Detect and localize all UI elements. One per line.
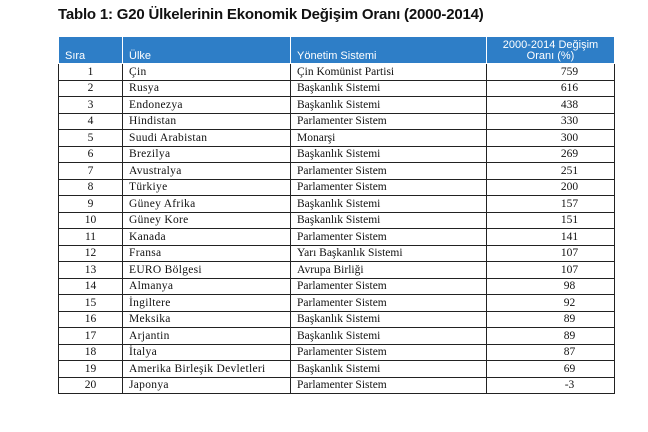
cell-country: Kanada [123, 229, 291, 246]
cell-rate: 330 [487, 113, 615, 130]
cell-country: Rusya [123, 80, 291, 97]
cell-rank: 6 [59, 146, 123, 163]
cell-rate: 92 [487, 295, 615, 312]
cell-country: Güney Kore [123, 212, 291, 229]
header-change-rate-line2: Oranı (%) [526, 50, 575, 62]
cell-government: Parlamenter Sistem [291, 229, 487, 246]
cell-rate: 98 [487, 278, 615, 295]
cell-country: EURO Bölgesi [123, 262, 291, 279]
cell-rate: 616 [487, 80, 615, 97]
cell-rank: 11 [59, 229, 123, 246]
table-title: Tablo 1: G20 Ülkelerinin Ekonomik Değişim Oranı (2000-2014) [58, 6, 484, 23]
table-row [59, 245, 615, 262]
table-row [59, 97, 615, 114]
header-change-rate-line1: 2000-2014 Değişim [502, 39, 599, 51]
cell-rank: 3 [59, 97, 123, 114]
cell-rate: 89 [487, 328, 615, 345]
table-row [59, 377, 615, 394]
table-row [59, 344, 615, 361]
cell-rank: 13 [59, 262, 123, 279]
cell-rate: -3 [487, 377, 615, 394]
cell-rate: 269 [487, 146, 615, 163]
cell-rank: 8 [59, 179, 123, 196]
cell-government: Başkanlık Sistemi [291, 80, 487, 97]
table-row [59, 262, 615, 279]
cell-country: İngiltere [123, 295, 291, 312]
cell-rate: 157 [487, 196, 615, 213]
cell-rate: 107 [487, 262, 615, 279]
cell-rank: 12 [59, 245, 123, 262]
cell-rate: 141 [487, 229, 615, 246]
cell-rate: 300 [487, 130, 615, 147]
cell-rank: 2 [59, 80, 123, 97]
table-row [59, 328, 615, 345]
cell-rate: 438 [487, 97, 615, 114]
cell-rank: 14 [59, 278, 123, 295]
cell-government: Başkanlık Sistemi [291, 328, 487, 345]
cell-country: Hindistan [123, 113, 291, 130]
header-change-rate [487, 37, 615, 64]
cell-government: Parlamenter Sistem [291, 295, 487, 312]
cell-rank: 18 [59, 344, 123, 361]
cell-country: Avustralya [123, 163, 291, 180]
cell-government: Başkanlık Sistemi [291, 361, 487, 378]
table-row [59, 146, 615, 163]
table-row [59, 196, 615, 213]
cell-government: Parlamenter Sistem [291, 163, 487, 180]
cell-country: Suudi Arabistan [123, 130, 291, 147]
cell-rate: 87 [487, 344, 615, 361]
cell-rank: 4 [59, 113, 123, 130]
table-row [59, 311, 615, 328]
table-row [59, 179, 615, 196]
table-row [59, 361, 615, 378]
cell-rate: 200 [487, 179, 615, 196]
cell-rank: 9 [59, 196, 123, 213]
cell-country: Güney Afrika [123, 196, 291, 213]
cell-country: İtalya [123, 344, 291, 361]
cell-country: Japonya [123, 377, 291, 394]
cell-government: Başkanlık Sistemi [291, 212, 487, 229]
header-government: Yönetim Sistemi [291, 37, 487, 64]
cell-rank: 5 [59, 130, 123, 147]
cell-country: Meksika [123, 311, 291, 328]
cell-rate: 759 [487, 64, 615, 81]
cell-rank: 19 [59, 361, 123, 378]
cell-country: Brezilya [123, 146, 291, 163]
header-country: Ülke [123, 37, 291, 64]
cell-government: Yarı Başkanlık Sistemi [291, 245, 487, 262]
table-row [59, 64, 615, 81]
cell-rank: 1 [59, 64, 123, 81]
table-row [59, 229, 615, 246]
cell-government: Başkanlık Sistemi [291, 196, 487, 213]
cell-country: Amerika Birleşik Devletleri [123, 361, 291, 378]
cell-rank: 20 [59, 377, 123, 394]
cell-rate: 251 [487, 163, 615, 180]
cell-rate: 151 [487, 212, 615, 229]
table-header-row [59, 37, 615, 64]
cell-government: Başkanlık Sistemi [291, 146, 487, 163]
cell-rate: 107 [487, 245, 615, 262]
cell-country: Almanya [123, 278, 291, 295]
cell-country: Fransa [123, 245, 291, 262]
table-row [59, 113, 615, 130]
cell-rank: 7 [59, 163, 123, 180]
table-row [59, 212, 615, 229]
cell-rank: 16 [59, 311, 123, 328]
table-row [59, 163, 615, 180]
table-row [59, 295, 615, 312]
cell-government: Monarşi [291, 130, 487, 147]
cell-government: Başkanlık Sistemi [291, 97, 487, 114]
cell-government: Çin Komünist Partisi [291, 64, 487, 81]
table-row [59, 278, 615, 295]
header-rank: Sıra [59, 37, 123, 64]
cell-government: Başkanlık Sistemi [291, 311, 487, 328]
cell-government: Parlamenter Sistem [291, 377, 487, 394]
cell-rate: 69 [487, 361, 615, 378]
cell-rate: 89 [487, 311, 615, 328]
table-row [59, 80, 615, 97]
cell-country: Türkiye [123, 179, 291, 196]
g20-change-table [58, 36, 615, 394]
cell-government: Parlamenter Sistem [291, 344, 487, 361]
cell-rank: 15 [59, 295, 123, 312]
cell-rank: 10 [59, 212, 123, 229]
cell-country: Arjantin [123, 328, 291, 345]
cell-rank: 17 [59, 328, 123, 345]
cell-government: Parlamenter Sistem [291, 179, 487, 196]
cell-country: Endonezya [123, 97, 291, 114]
cell-government: Parlamenter Sistem [291, 278, 487, 295]
cell-country: Çin [123, 64, 291, 81]
cell-government: Avrupa Birliği [291, 262, 487, 279]
cell-government: Parlamenter Sistem [291, 113, 487, 130]
table-row [59, 130, 615, 147]
